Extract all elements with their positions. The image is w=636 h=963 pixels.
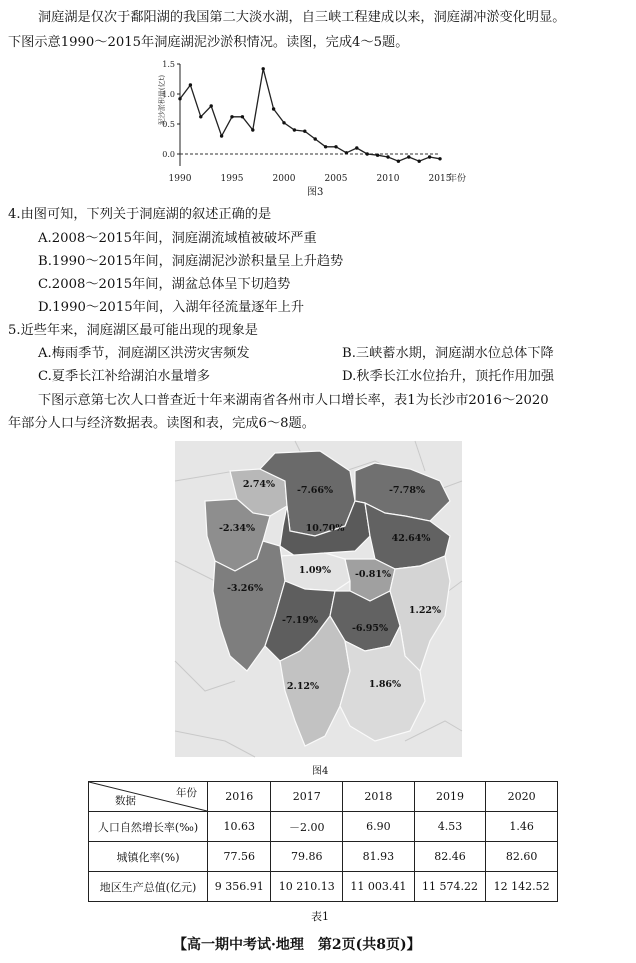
q5-option-b: B.三峡蓄水期，洞庭湖水位总体下降 (342, 346, 554, 361)
q5-option-d: D.秋季长江水位抬升，顶托作用加强 (342, 369, 555, 384)
table-row (89, 812, 558, 842)
q4-option-d: D.1990～2015年间，入湖年径流量逐年上升 (38, 300, 305, 315)
q4-option-b: B.1990～2015年间，洞庭湖泥沙淤积量呈上升趋势 (38, 254, 344, 269)
data-point (345, 151, 348, 154)
q4-stem: 4.由图可知，下列关于洞庭湖的叙述正确的是 (8, 207, 272, 222)
region-growth-label: -6.95% (351, 623, 389, 634)
y-tick-label: 0.0 (162, 150, 175, 159)
region-growth-label: -3.26% (226, 583, 264, 594)
data-point (407, 155, 410, 158)
x-tick-label: 2010 (376, 174, 400, 184)
region-growth-label: -7.78% (388, 485, 426, 496)
table-row (89, 842, 558, 872)
region-growth-label: -2.34% (218, 523, 256, 534)
region-growth-label: 1.09% (298, 565, 332, 576)
data-point (199, 115, 202, 118)
data-point (376, 154, 379, 157)
figure4-caption: 图4 (312, 766, 329, 777)
figure3-chart (150, 58, 466, 193)
table-cell: 82.46 (414, 842, 486, 872)
region-growth-label: 2.12% (286, 681, 320, 692)
data-point (210, 104, 213, 107)
x-tick-label: 1990 (168, 174, 192, 184)
data-point (241, 115, 244, 118)
data-point (438, 157, 441, 160)
q5-stem: 5.近些年来，洞庭湖区最可能出现的现象是 (8, 323, 258, 338)
figure3-caption: 图3 (307, 187, 324, 198)
row-label: 地区生产总值(亿元) (89, 872, 208, 902)
table-cell: 11 574.22 (414, 872, 486, 902)
region-growth-label: -7.66% (296, 485, 334, 496)
data-point (282, 121, 285, 124)
q5-option-a: A.梅雨季节，洞庭湖区洪涝灾害频发 (38, 346, 250, 361)
region-growth-label: -0.81% (354, 569, 392, 580)
region-growth-label: 42.64% (391, 533, 431, 544)
x-tick-label: 1995 (220, 174, 244, 184)
table-cell: 9 356.91 (208, 872, 271, 902)
data-point (418, 160, 421, 163)
figure4-map (175, 441, 462, 757)
table1 (88, 781, 558, 902)
y-tick-label: 1.5 (162, 60, 175, 69)
region-growth-label: -7.19% (281, 615, 319, 626)
table-cell: 6.90 (343, 812, 415, 842)
region-growth-label: 2.74% (242, 479, 276, 490)
q4-option-a: A.2008～2015年间，洞庭湖流域植被破坏严重 (38, 231, 317, 246)
page-footer: 【高一期中考试·地理 第2页(共8页)】 (173, 937, 421, 953)
x-tick-label: 2015 (428, 174, 452, 184)
year-cell: 2019 (414, 782, 486, 812)
table-cell: 10.63 (208, 812, 271, 842)
q4-option-c: C.2008～2015年间，湖盆总体呈下切趋势 (38, 277, 291, 292)
region-growth-label: 10.70% (305, 523, 345, 534)
table-cell: 11 003.41 (343, 872, 415, 902)
y-tick-label: 1.0 (162, 90, 175, 99)
table-cell: 10 210.13 (271, 872, 343, 902)
table-cell: 79.86 (271, 842, 343, 872)
data-point (386, 155, 389, 158)
data-point (262, 67, 265, 70)
year-cell: 2017 (271, 782, 343, 812)
data-point (355, 146, 358, 149)
data-point (178, 97, 181, 100)
intro2-line-1: 下图示意第七次人口普查近十年来湖南省各州市人口增长率，表1为长沙市2016～2020 (38, 393, 549, 408)
row-label: 人口自然增长率(‰) (89, 812, 208, 842)
table-cell: 1.46 (486, 812, 558, 842)
table1-caption: 表1 (311, 910, 329, 923)
table-header-row (89, 782, 558, 812)
table-corner-cell (89, 782, 208, 812)
data-point (303, 130, 306, 133)
data-point (293, 128, 296, 131)
data-point (428, 155, 431, 158)
data-point (220, 134, 223, 137)
data-point (251, 128, 254, 131)
table-cell: 12 142.52 (486, 872, 558, 902)
year-cell: 2016 (208, 782, 271, 812)
year-cell: 2020 (486, 782, 558, 812)
y-tick-label: 0.5 (162, 120, 175, 129)
year-cell: 2018 (343, 782, 415, 812)
data-point (272, 107, 275, 110)
region-growth-label: 1.22% (408, 605, 442, 616)
data-point (334, 145, 337, 148)
table-cell: 82.60 (486, 842, 558, 872)
header-year-label: 年份 (176, 787, 197, 799)
x-tick-label: 2000 (272, 174, 296, 184)
figure3-ylabel: 泥沙淤积量(亿t) (158, 74, 166, 126)
data-point (324, 145, 327, 148)
table-cell: 77.56 (208, 842, 271, 872)
series-line (180, 69, 440, 161)
data-point (314, 137, 317, 140)
table-row (89, 872, 558, 902)
data-point (366, 152, 369, 155)
figure3-series (178, 67, 441, 163)
figure3-xlabel: 年份 (447, 174, 466, 184)
table-cell: 81.93 (343, 842, 415, 872)
row-label: 城镇化率(%) (89, 842, 208, 872)
data-point (189, 83, 192, 86)
header-data-label: 数据 (115, 795, 136, 807)
intro-line-1: 洞庭湖是仅次于鄱阳湖的我国第二大淡水湖，自三峡工程建成以来，洞庭湖冲淤变化明显。 (38, 10, 566, 25)
intro-line-2: 下图示意1990～2015年洞庭湖泥沙淤积情况。读图，完成4～5题。 (8, 35, 409, 50)
table-cell: 4.53 (414, 812, 486, 842)
table-cell: －2.00 (271, 812, 343, 842)
region-growth-label: 1.86% (368, 679, 402, 690)
data-point (397, 160, 400, 163)
q5-option-c: C.夏季长江补给湖泊水量增多 (38, 369, 211, 384)
data-point (230, 115, 233, 118)
intro2-line-2: 年部分人口与经济数据表。读图和表，完成6～8题。 (8, 416, 315, 431)
x-tick-label: 2005 (324, 174, 348, 184)
